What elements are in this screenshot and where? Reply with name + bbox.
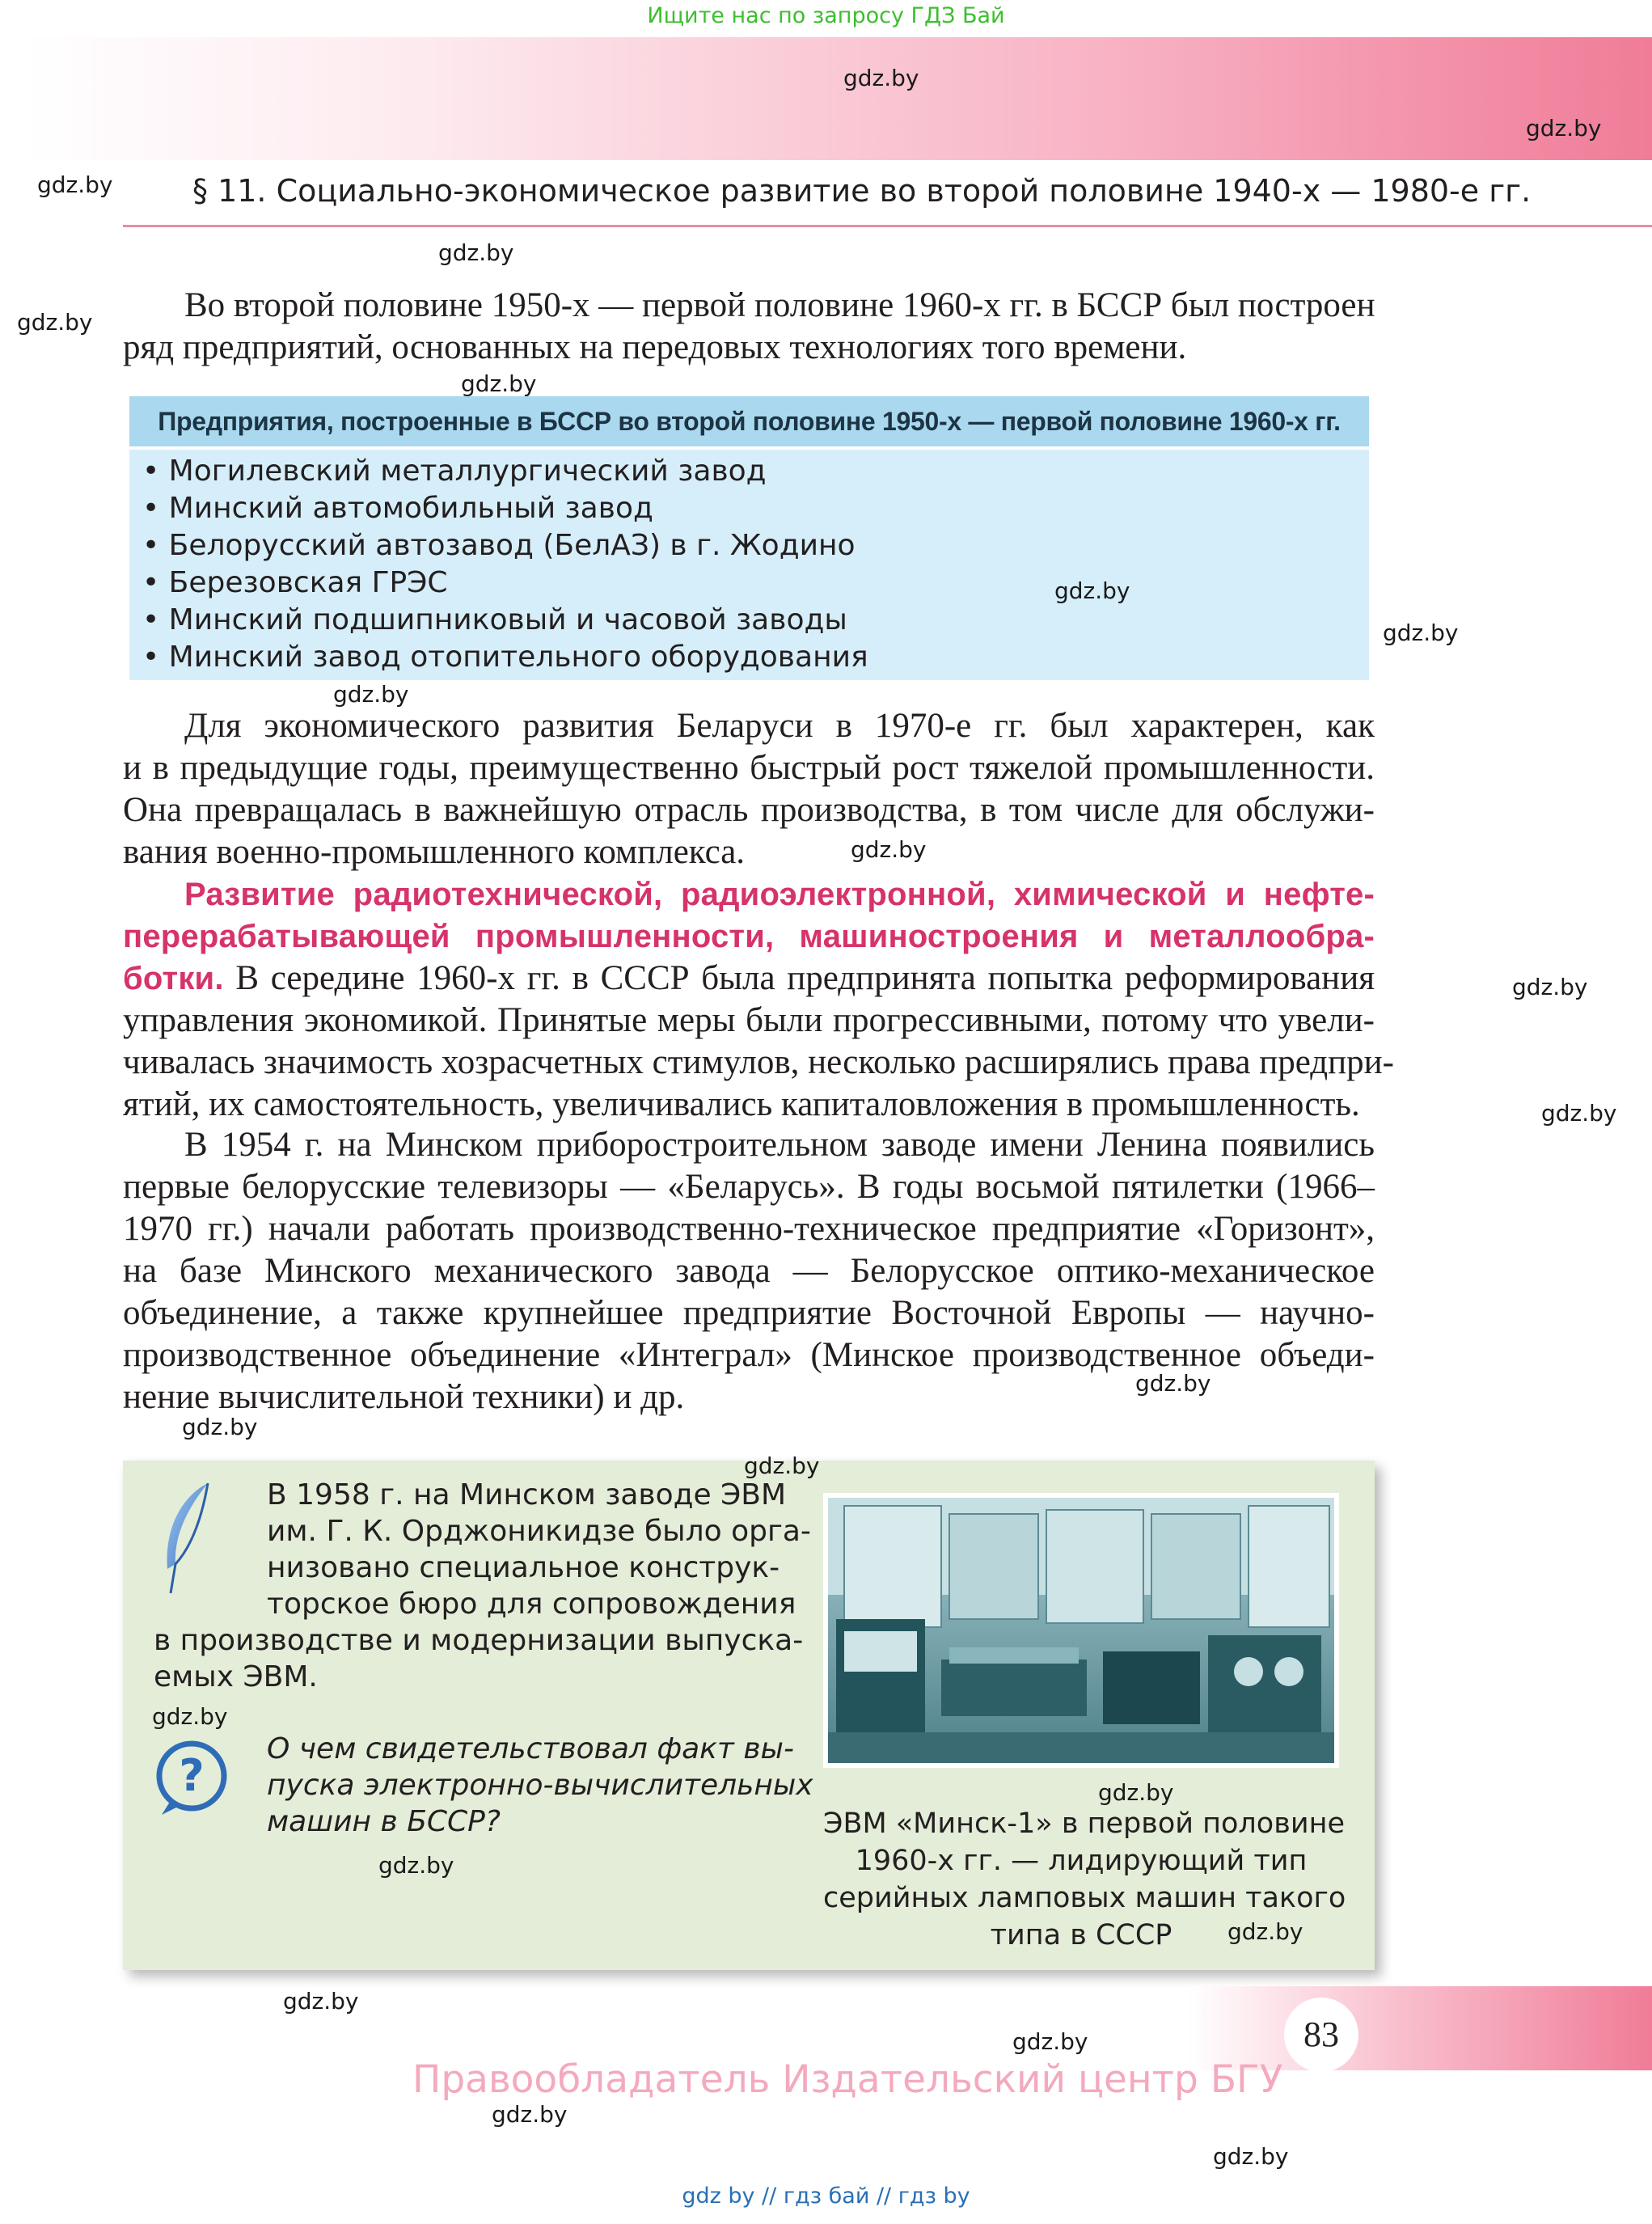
caption-line: ЭВМ «Минск-1» в первой половине — [823, 1808, 1346, 1840]
watermark: gdz.by — [1526, 115, 1602, 142]
text-line: первые белорусские телевизоры — «Беларусь». В годы восьмой пятилетки (1966– — [123, 1168, 1375, 1206]
text-line: объединение, а также крупнейшее предприятие Восточной Европы — научно- — [123, 1294, 1375, 1332]
watermark: gdz.by — [17, 309, 93, 336]
header-band — [24, 37, 1652, 160]
watermark: gdz.by — [843, 65, 919, 91]
text-line: вания военно-промышленного комплекса. — [123, 833, 746, 871]
paragraph-1970s — [123, 705, 1375, 873]
text-line: Для экономического развития Беларуси в 1970-е гг. был характерен, как — [184, 707, 1375, 745]
text-line: управления экономикой. Принятые меры были прогрессивными, потому что увели- — [123, 1001, 1375, 1039]
watermark: gdz.by — [492, 2101, 568, 2128]
watermark: gdz.by — [333, 681, 409, 708]
watermark: gdz.by — [851, 836, 927, 863]
watermark: gdz.by — [1512, 974, 1588, 1000]
enterprise-list — [142, 453, 868, 676]
question-icon — [150, 1737, 233, 1820]
text-line: 1970 гг.) начали работать производственно-техническое предприятие «Горизонт», — [123, 1210, 1375, 1248]
list-item: • Могилевский металлургический завод — [142, 455, 767, 488]
watermark: gdz.by — [1054, 577, 1130, 604]
note-line: торское бюро для сопровождения — [267, 1588, 796, 1621]
watermark: gdz.by — [283, 1988, 359, 2015]
question-line: О чем свидетельствовал факт вы- — [267, 1732, 794, 1765]
text-line: на базе Минского механического завода — Белорусское оптико-механическое — [123, 1252, 1375, 1290]
watermark: gdz.by — [1383, 619, 1459, 646]
list-item: • Минский подшипниковый и часовой заводы — [142, 603, 847, 636]
list-item: • Минский завод отопительного оборудования — [142, 641, 868, 674]
watermark: gdz.by — [461, 370, 537, 397]
note-line: в производстве и модернизации выпуска- — [154, 1624, 804, 1657]
question-line: машин в БССР? — [267, 1805, 501, 1838]
svg-text:?: ? — [179, 1750, 205, 1801]
paragraph-title: § 11. Социально-экономическое развитие во второй половине 1940-х — 1980-е гг. — [192, 173, 1532, 209]
evm-minsk-photo — [823, 1493, 1339, 1768]
watermark: gdz.by — [438, 239, 514, 266]
note-line: им. Г. К. Орджоникидзе было орга- — [267, 1515, 811, 1548]
watermark: gdz.by — [1227, 1918, 1303, 1945]
section-text: В середине 1960-х гг. в СССР была предпринята попытка реформирования — [223, 959, 1375, 997]
question-text — [267, 1731, 813, 1840]
section-heading: перерабатывающей промышленности, машиностроения и металлообра- — [123, 919, 1375, 954]
text-line: производственное объединение «Интеграл» (Минское производственное объеди- — [123, 1336, 1375, 1374]
watermark: gdz.by — [37, 171, 113, 198]
section-heading: Развитие радиотехнической, радиоэлектронной, химической и нефте- — [184, 877, 1375, 912]
caption-line: 1960-х гг. — лидирующий тип — [855, 1845, 1308, 1877]
text-line: нение вычислительной техники) и др. — [123, 1378, 685, 1416]
caption-line: типа в СССР — [990, 1919, 1172, 1951]
watermark: gdz.by — [152, 1703, 228, 1730]
watermark: gdz.by — [1012, 2028, 1088, 2055]
section-heading: ботки. — [123, 961, 224, 996]
note-line: емых ЭВМ. — [154, 1660, 318, 1693]
bottom-links[interactable]: gdz by // гдз бай // гдз by — [682, 2184, 970, 2209]
section-heading-line — [123, 958, 1375, 1000]
copyright-text: Правообладатель Издательский центр БГУ — [412, 2057, 1283, 2102]
list-item: • Минский автомобильный завод — [142, 492, 653, 525]
text-line: и в предыдущие годы, преимущественно быстрый рост тяжелой промышленности. — [123, 749, 1375, 787]
note-line: В 1958 г. на Минском заводе ЭВМ — [267, 1478, 787, 1512]
watermark: gdz.by — [1135, 1370, 1211, 1397]
intro-line: Во второй половине 1950-х — первой половине 1960-х гг. в БССР был построен — [184, 286, 1375, 324]
watermark: gdz.by — [1098, 1779, 1174, 1806]
header-divider — [123, 225, 1652, 227]
watermark: gdz.by — [378, 1852, 454, 1879]
section-block — [123, 873, 1394, 1126]
list-item: • Белорусский автозавод (БелАЗ) в г. Жодино — [142, 529, 856, 562]
text-line: Она превращалась в важнейшую отрасль производства, в том числе для обслужи- — [123, 791, 1375, 829]
list-item: • Березовская ГРЭС — [142, 566, 448, 599]
watermark: gdz.by — [1541, 1100, 1617, 1127]
intro-line: ряд предприятий, основанных на передовых технологиях того времени. — [123, 328, 1187, 366]
caption-line: серийных ламповых машин такого — [823, 1882, 1346, 1914]
watermark: gdz.by — [1213, 2143, 1289, 2170]
text-line: ятий, их самостоятельность, увеличивались капиталовложения в промышленность. — [123, 1085, 1360, 1123]
page-number: 83 — [1284, 1998, 1358, 2072]
enterprise-table-title: Предприятия, построенные в БССР во второй половине 1950-х — первой половине 1960-х гг. — [129, 396, 1369, 446]
watermark: gdz.by — [744, 1452, 820, 1479]
note-text — [154, 1477, 811, 1695]
question-line: пуска электронно-вычислительных — [267, 1769, 813, 1802]
text-line: чивалась значимость хозрасчетных стимулов, несколько расширялись права предпри- — [123, 1043, 1394, 1081]
top-search-banner[interactable]: Ищите нас по запросу ГДЗ Бай — [647, 3, 1005, 28]
text-line: В 1954 г. на Минском приборостроительном заводе имени Ленина появились — [184, 1126, 1375, 1164]
intro-paragraph — [123, 285, 1375, 369]
note-line: низовано специальное конструк- — [267, 1551, 780, 1584]
watermark: gdz.by — [182, 1414, 258, 1440]
